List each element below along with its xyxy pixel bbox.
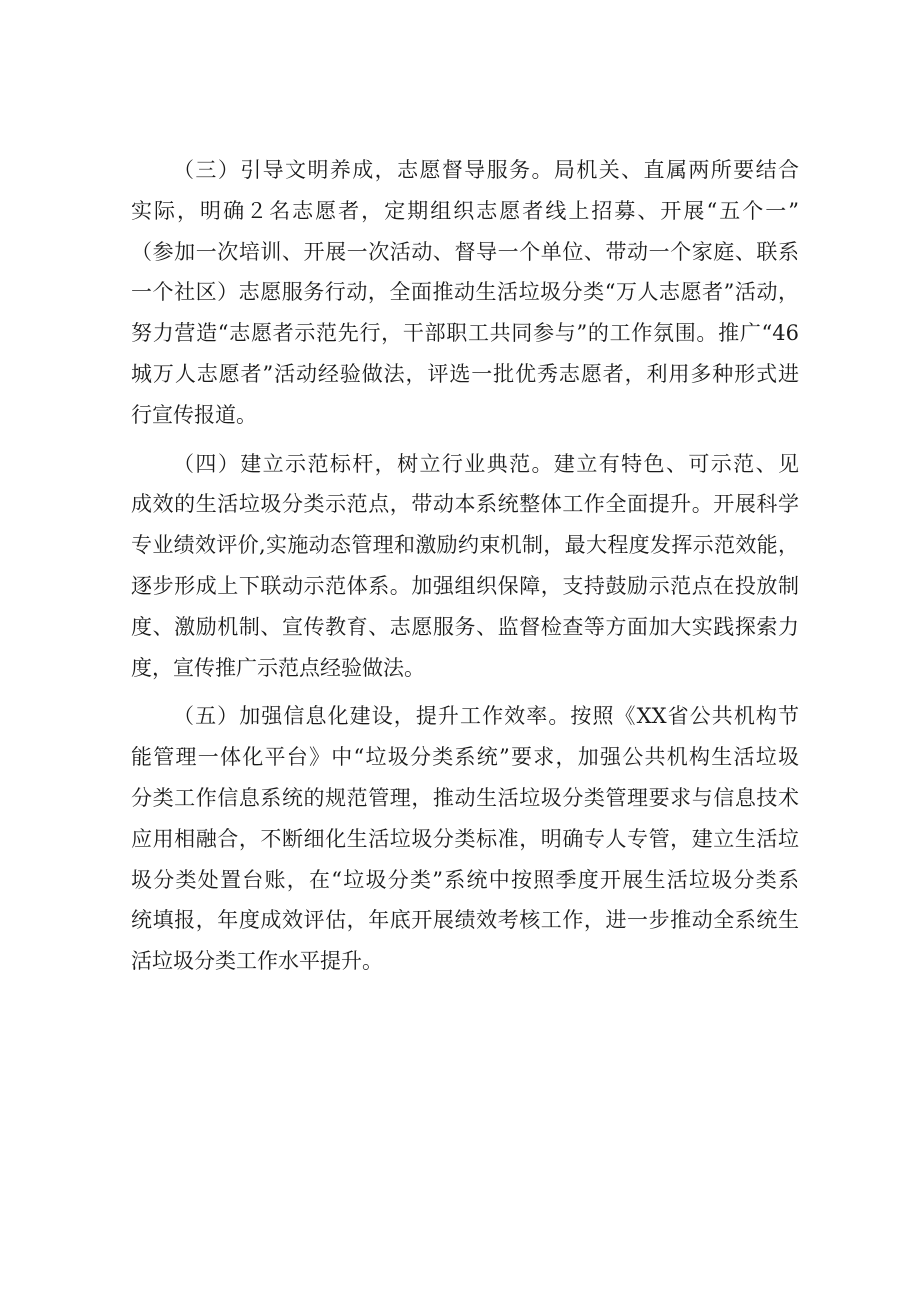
paragraph-4-demonstration-benchmark xyxy=(131,444,799,689)
paragraph-line: 行宣传报道。 xyxy=(131,402,257,427)
paragraph-line: 度、激励机制、宣传教育、志愿服务、监督检查等方面加大实践探索力 xyxy=(131,614,799,639)
paragraph-5-informatization xyxy=(131,696,799,982)
paragraph-line: （五）加强信息化建设，提升工作效率。按照《XX省公共机构节 xyxy=(173,704,799,729)
paragraph-line: 实际，明确２名志愿者，定期组织志愿者线上招募、开展“五个一” xyxy=(131,198,799,223)
paragraph-line: 一个社区）志愿服务行动，全面推动生活垃圾分类“万人志愿者”活动， xyxy=(131,280,799,305)
paragraph-3-volunteer-service xyxy=(131,150,799,436)
paragraph-line: 专业绩效评价,实施动态管理和激励约束机制，最大程度发挥示范效能， xyxy=(131,533,799,558)
paragraph-line: 圾分类处置台账，在“垃圾分类”系统中按照季度开展生活垃圾分类系 xyxy=(131,867,799,892)
paragraph-line: 度，宣传推广示范点经验做法。 xyxy=(131,655,425,680)
paragraph-line: 统填报，年度成效评估，年底开展绩效考核工作，进一步推动全系统生 xyxy=(131,908,799,933)
paragraph-line: （参加一次培训、开展一次活动、督导一个单位、带动一个家庭、联系 xyxy=(131,239,799,264)
paragraph-line: 能管理一体化平台》中“垃圾分类系统”要求，加强公共机构生活垃圾 xyxy=(131,745,799,770)
paragraph-line: 成效的生活垃圾分类示范点，带动本系统整体工作全面提升。开展科学 xyxy=(131,492,799,517)
paragraph-line: （三）引导文明养成，志愿督导服务。局机关、直属两所要结合 xyxy=(173,158,799,182)
paragraph-line: （四）建立示范标杆，树立行业典范。建立有特色、可示范、见 xyxy=(173,451,799,476)
paragraph-line: 活垃圾分类工作水平提升。 xyxy=(131,949,383,974)
paragraph-line: 应用相融合，不断细化生活垃圾分类标准，明确专人专管，建立生活垃 xyxy=(131,826,799,851)
paragraph-line: 城万人志愿者”活动经验做法，评选一批优秀志愿者，利用多种形式进 xyxy=(131,361,799,386)
paragraph-line: 努力营造“志愿者示范先行，干部职工共同参与”的工作氛围。推广“46 xyxy=(131,321,799,346)
document-body xyxy=(131,150,799,990)
paragraph-line: 逐步形成上下联动示范体系。加强组织保障，支持鼓励示范点在投放制 xyxy=(131,573,799,598)
paragraph-line: 分类工作信息系统的规范管理，推动生活垃圾分类管理要求与信息技术 xyxy=(131,785,799,810)
